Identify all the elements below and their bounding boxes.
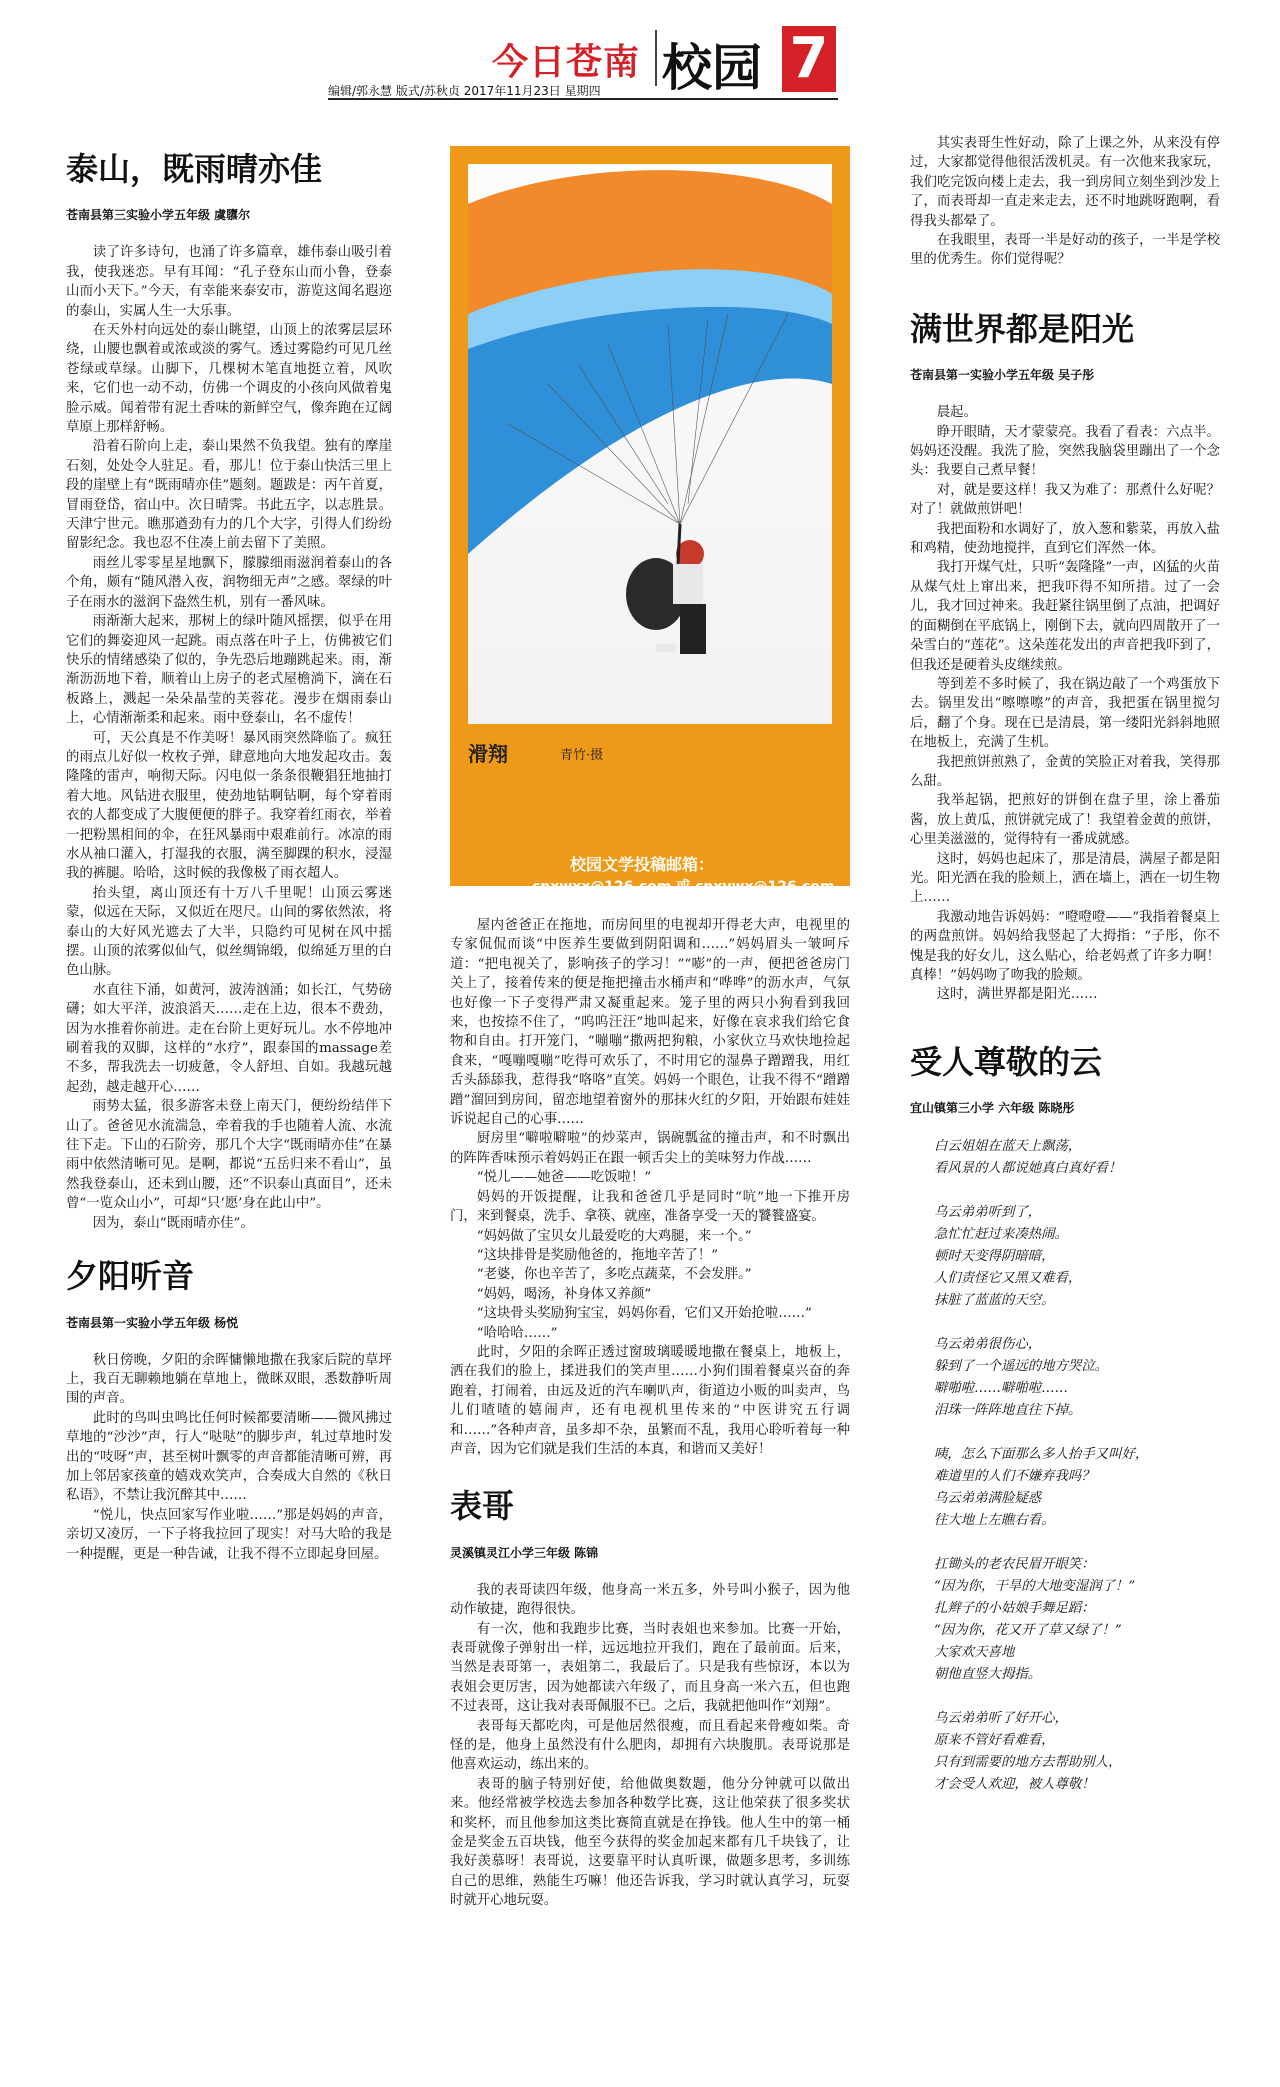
photo-credit: 青竹·摄 — [560, 748, 604, 763]
poem-line: 朝他直竖大拇指。 — [934, 1667, 1042, 1683]
paragraph: 抬头望，离山顶还有十万八千里呢！山顶云雾迷蒙，似远在天际，又似近在咫尺。山间的雾依然浓，将泰山的大好风光遮去了大半，只隐约可见树在风中摇摆。山顶的浓雾似仙气，似丝绸锦缎，似绵延万里的白色山脉。 — [66, 885, 392, 979]
paragraph: 我把煎饼煎熟了，金黄的笑脸正对着我，笑得那么甜。 — [910, 754, 1220, 789]
masthead-rule — [328, 98, 838, 100]
poem-line: 乌云弟弟听了好开心， — [934, 1711, 1068, 1727]
article4-byline: 苍南县第一实验小学五年级 吴子彤 — [910, 368, 1095, 383]
poem-line: 看风景的人都说她真白真好看！ — [934, 1161, 1122, 1177]
paragraph: “老婆，你也辛苦了，多吃点蔬菜，不会发胖。” — [476, 1267, 752, 1283]
paragraph: 水直往下涌，如黄河，波涛汹涌；如长江，气势磅礴；如大平洋，波浪滔天……走在上边，很本不费劲，因为水推着你前进。走在台阶上更好玩儿。水不停地冲刷着我的双脚，这样的“水疗”，跟泰国的massage差不多，帮我洗去一切疲惫，令人舒坦、自如。我越玩越起劲，越走越开心…… — [66, 982, 392, 1095]
paragraph: “悦儿——她爸——吃饭啦！” — [476, 1170, 652, 1186]
article2-title: 夕阳听音 — [66, 1257, 195, 1296]
poem-line: 乌云弟弟很伤心， — [934, 1337, 1042, 1353]
poem-line: “因为你，干旱的大地变湿润了！” — [934, 1579, 1136, 1595]
paragraph: 这时，满世界都是阳光…… — [936, 987, 1098, 1003]
poem-line: 往大地上左瞧右看。 — [934, 1513, 1055, 1529]
paragraph: 厨房里“噼啦噼啦”的炒菜声，锅碗瓢盆的撞击声，和不时飘出的阵阵香味预示着妈妈正在跟一顿舌尖上的美味努力作战…… — [450, 1131, 850, 1166]
paragraph: 屋内爸爸正在拖地，而房间里的电视却开得老大声，电视里的专家侃侃而谈“中医养生要做到阴阳调和……”妈妈眉头一皱呵斥道：“把电视关了，影响孩子的学习！”“嘭”的一声，便把爸爸房门关上了，接着传来的便是拖把撞击水桶声和“哗哗”的沥水声，气氛也好像一下子变得严肃又凝重起来。笼子里的两只小狗看到我回来，也按捺不住了，“呜呜汪汪”地叫起来，好像在哀求我们给它食物和自由。打开笼门，“嘣嘣”撒两把狗粮，小家伙立马欢快地捡起食来，“嘎嘣嘎嘣”吃得可欢乐了，不时用它的湿鼻子蹭蹭我，用红舌头舔舔我，惹得我“咯咯”直笑。妈妈一个眼色，让我不得不“蹭蹭蹭”溜回到房间，留恋地望着窗外的那抹火红的夕阳，开始跟布娃娃诉说起自己的心事…… — [450, 918, 850, 1128]
paragraph: 我举起锅，把煎好的饼倒在盘子里，涂上番茄酱，放上黄瓜，煎饼就完成了！我望着金黄的煎饼，心里美滋滋的，觉得特有一番成就感。 — [910, 793, 1220, 848]
photo-block — [450, 146, 850, 895]
poem-line: 人们责怪它又黑又难看， — [934, 1271, 1082, 1287]
paragraph: 因为，泰山“既雨晴亦佳”。 — [92, 1215, 254, 1231]
poem-line: 乌云弟弟听到了， — [934, 1205, 1042, 1221]
column-right — [910, 134, 1220, 1796]
section-title: 校园 — [662, 39, 762, 97]
paragraph: 沿着石阶向上走，泰山果然不负我望。独有的摩崖石刻，处处令人驻足。看，那儿！位于泰山快活三里上段的崖壁上有“既雨晴亦佳”题刻。题跋是：丙午首夏，冒雨登岱，宿山中。次日晴霁。书此五字，以志胜景。天津宁世元。瞧那遒劲有力的几个大字，引得人们纷纷留影纪念。我也忍不住凑上前去留下了美照。 — [66, 439, 392, 552]
submission-email-title: 校园文学投稿邮箱： — [570, 855, 715, 874]
paragraph: 我把面粉和水调好了，放入葱和紫菜，再放入盐和鸡精，使劲地搅拌，直到它们浑然一体。 — [910, 521, 1220, 557]
paragraph: 等到差不多时候了，我在锅边敲了一个鸡蛋放下去。锅里发出“嚓嚓嚓”的声音，我把蛋在锅里搅匀后，翻了个身。现在已是清晨，第一缕阳光斜斜地照在地板上，充满了生机。 — [910, 676, 1220, 751]
article4-title: 满世界都是阳光 — [910, 309, 1135, 348]
paragraph: 妈妈的开饭提醒，让我和爸爸几乎是同时“吭”地一下推开房门，来到餐桌，洗手、拿筷、就座，准备享受一天的饕餮盛宴。 — [450, 1189, 850, 1225]
article3-title: 表哥 — [450, 1487, 515, 1526]
article2-body-part1 — [66, 1351, 392, 1564]
poem-line: 白云姐姐在蓝天上飘荡， — [934, 1139, 1082, 1155]
article3-body-cont — [910, 134, 1220, 270]
poem-line: 噼啪啦……噼啪啦…… — [934, 1381, 1068, 1397]
paragraph: 雨势太猛，很多游客未登上南天门，便纷纷结伴下山了。爸爸见水流湍急，牵着我的手也随着人流、水流往下走。下山的石阶旁，那几个大字“既雨晴亦佳”在暴雨中依然清晰可见。是啊，都说“五岳归来不看山”，虽然我登泰山，还未到山腰，还“不识泰山真面目”，还未曾“一览众山小”，可却“只‘愿’身在此山中”。 — [66, 1099, 392, 1212]
paragraph: 雨渐渐大起来，那树上的绿叶随风摇摆，似乎在用它们的舞姿迎风一起跳。雨点落在叶子上，仿佛被它们快乐的情绪感染了似的，争先恐后地蹦跳起来。雨，渐渐沥沥地下着，顺着山上房子的老式屋檐淌下，滴在石板路上，溅起一朵朵晶莹的芙蓉花。漫步在烟雨泰山上，心情渐渐柔和起来。雨中登泰山，名不虚传！ — [66, 614, 392, 727]
poem-line: 难道里的人们不嫌弃我吗？ — [934, 1469, 1095, 1485]
poem-line: 咦，怎么下面那么多人抬手又叫好， — [934, 1447, 1149, 1463]
paragraph: 读了许多诗句，也涌了许多篇章，雄伟泰山吸引着我，使我迷恋。早有耳闻：“孔子登东山而小鲁，登泰山而小天下。”今天，有幸能来泰安市，游览这闻名遐迩的泰山，实属人生一大乐事。 — [66, 245, 392, 319]
paragraph: “这块排骨是奖励他爸的，拖地辛苦了！” — [476, 1247, 719, 1263]
article5-title: 受人尊敬的云 — [910, 1042, 1103, 1081]
paragraph: 我激动地告诉妈妈：“噔噔噔——”我指着餐桌上的两盘煎饼。妈妈给我竖起了大拇指：“子彤，你不愧是我的好女儿，这么贴心，给老妈煮了许多力啊！真棒！”妈妈吻了吻我的脸颊。 — [910, 909, 1220, 984]
paragraph: “妈妈做了宝贝女儿最爱吃的大鸡腿，来一个。” — [476, 1228, 752, 1244]
poem-line: 顿时天变得阴暗暗， — [934, 1249, 1055, 1265]
article4-body — [910, 403, 1220, 1005]
paragraph: 表哥的脑子特别好使，给他做奥数题，他分分钟就可以做出来。他经常被学校选去参加各种数学比赛，这让他荣获了很多奖状和奖杯，而且他参加这类比赛简直就是在挣钱。他人生中的第一桶金是奖金五百块钱，他至今获得的奖金加起来都有几千块钱了，让我好羡慕呀！表哥说，这要靠平时认真听课，做题多思考，多训练自己的思维，熟能生巧嘛！他还告诉我，学习时就认真学习，玩耍时就开心地玩耍。 — [450, 1776, 850, 1909]
paragraph: “这块骨头奖励狗宝宝，妈妈你看，它们又开始抢啦……” — [476, 1306, 812, 1322]
paragraph: 秋日傍晚，夕阳的余晖慵懒地撒在我家后院的草坪上，我百无聊赖地躺在草地上，微眯双眼，悉数静听周围的声音。 — [66, 1352, 392, 1407]
paragraph: 此时的鸟叫虫鸣比任何时候都要清晰——微风拂过草地的“沙沙”声，行人“哒哒”的脚步声，轧过草地时发出的“吱呀”声，甚至树叶飘零的声音都能清晰可辨，再加上邻居家孩童的嬉戏欢笑声，合奏成大自然的《秋日私语》，不禁让我沉醉其中…… — [66, 1410, 392, 1504]
paragraph: 在我眼里，表哥一半是好动的孩子，一半是学校里的优秀生。你们觉得呢？ — [910, 233, 1220, 268]
submission-email: cnxwxx@126.com 或 cnxywx@126.com — [532, 879, 835, 895]
paragraph: “妈妈，喝汤，补身体又养颜” — [476, 1286, 652, 1302]
column-middle — [450, 916, 850, 1911]
column-left — [66, 150, 392, 1564]
page-number: 7 — [782, 26, 836, 92]
paragraph: 可，天公真是不作美呀！暴风雨突然降临了。疯狂的雨点儿好似一枚枚子弹，肆意地向大地发起攻击。轰隆隆的雷声，响彻天际。闪电似一条条很鞭猖狂地抽打着大地。风钻进衣服里，使劲地钻啊钻啊，每个穿着雨衣的人都变成了大腹便便的胖子。我穿着红雨衣，举着一把粉黑相间的伞，在狂风暴雨中艰难前行。冰凉的雨水从袖口灌入，打湿我的衣服，满至脚踝的积水，浸湿我的裤腿。哈哈，这时候的我像极了雨衣超人。 — [66, 730, 392, 882]
poem-line: 扎辫子的小姑娘手舞足蹈： — [934, 1601, 1095, 1617]
poem-line: “因为你，花又开了草又绿了！” — [934, 1623, 1122, 1639]
paragraph: 其实表哥生性好动，除了上课之外，从来没有停过，大家都觉得他很活泼机灵。有一次他来我家玩，我们吃完饭向楼上走去，我一到房间立刻坐到沙发上了，而表哥却一直走来走去，还不时地跳呀跑啊，看得我头都晕了。 — [910, 136, 1220, 229]
poem-line: 才会受人欢迎，被人尊敬！ — [934, 1777, 1095, 1793]
poem-line: 乌云弟弟满脸疑惑 — [934, 1491, 1042, 1507]
poem-line: 扛锄头的老农民眉开眼笑： — [934, 1557, 1095, 1573]
masthead-meta: 编辑/郭永慧 版式/苏秋贞 2017年11月23日 星期四 — [328, 84, 601, 98]
paragraph: “哈哈哈……” — [476, 1325, 558, 1341]
article5-poem — [910, 1136, 1220, 1796]
paragraph: 晨起。 — [936, 405, 977, 421]
paragraph: 雨丝儿零零星星地飘下，朦朦细雨滋润着泰山的各个角，颇有“随风潜入夜，润物细无声”之感。翠绿的叶子在雨水的滋润下盎然生机，别有一番风味。 — [66, 555, 392, 610]
paragraph: “悦儿，快点回家写作业啦……”那是妈妈的声音，亲切又凌厉，一下子将我拉回了现实！对马大哈的我是一种提醒，更是一种告诫，让我不得不立即起身回屋。 — [66, 1507, 392, 1562]
masthead — [0, 0, 1280, 100]
masthead-divider — [655, 30, 657, 86]
article5-byline: 宜山镇第三小学 六年级 陈晓彤 — [910, 1101, 1075, 1116]
poem-line: 躲到了一个遥远的地方哭泣。 — [934, 1359, 1109, 1375]
paragraph: 表哥每天都吃肉，可是他居然很瘦，而且看起来骨瘦如柴。奇怪的是，他身上虽然没有什么肥肉，却拥有六块腹肌。表哥说那是他喜欢运动，练出来的。 — [450, 1718, 850, 1773]
article3-byline: 灵溪镇灵江小学三年级 陈锦 — [450, 1545, 599, 1560]
poem-line: 大家欢天喜地 — [934, 1645, 1015, 1661]
paragraph: 有一次，他和我跑步比赛，当时表姐也来参加。比赛一开始，表哥就像子弹射出一样，远远地拉开我们，跑在了最前面。后来，当然是表哥第一，表姐第二，我最后了。只是我有些惊讶，本以为表姐会更厉害，因为她都读六年级了，而且身高一米六五，但也跑不过表哥，这让我对表哥佩服不已。之后，我就把他叫作“刘翔”。 — [450, 1621, 850, 1715]
newspaper-logo: 今日苍南 — [492, 42, 641, 83]
poem-line: 原来不管好看难看， — [934, 1733, 1055, 1749]
paragraph: 对，就是要这样！我又为难了：那煮什么好呢？对了！就做煎饼吧！ — [910, 482, 1220, 518]
article2-body-part2 — [450, 916, 850, 1459]
article1-byline: 苍南县第三实验小学五年级 虞隳尔 — [66, 208, 251, 223]
poem-line: 急忙忙赶过来凑热闹。 — [934, 1227, 1068, 1243]
paraglider-illustration — [468, 164, 832, 724]
paragraph: 我打开煤气灶，只听“轰隆隆”一声，凶猛的火苗从煤气灶上窜出来，把我吓得不知所措。过了一会儿，我才回过神来。我赶紧往锅里倒了点油，把调好的面糊倒在平底锅上，刚倒下去，就向四周散开了一朵雪白的“莲花”。这朵莲花发出的声音把我吓到了，但我还是硬着头皮继续煎。 — [910, 560, 1220, 673]
paragraph: 在天外村向远处的泰山眺望，山顶上的浓雾层层环绕，山腰也飘着或浓或淡的雾气。透过雾隐约可见几丝苍绿或草绿。山脚下，几棵树木笔直地挺立着，风吹来，它们也一动不动，仿佛一个调皮的小孩向风做着鬼脸示威。闻着带有泥土香味的新鲜空气，像奔跑在辽阔草原上那样舒畅。 — [66, 323, 392, 436]
paragraph: 这时，妈妈也起床了，那是清晨，满屋子都是阳光。阳光洒在我的脸颊上，洒在墙上，洒在一切生物上…… — [910, 851, 1220, 906]
article2-byline: 苍南县第一实验小学五年级 杨悦 — [66, 1315, 239, 1330]
poem-line: 泪珠一阵阵地直往下掉。 — [934, 1403, 1082, 1419]
article3-body — [450, 1581, 850, 1911]
paraglider-photo — [468, 164, 832, 724]
poem-line: 只有到需要的地方去帮助别人， — [934, 1755, 1122, 1771]
article1-title: 泰山，既雨晴亦佳 — [66, 150, 323, 188]
paragraph: 睁开眼睛，天才蒙蒙亮。我看了看表：六点半。妈妈还没醒。我洗了脸，突然我脑袋里蹦出了一个念头：我要自己煮早餐！ — [910, 424, 1220, 479]
paragraph: 此时，夕阳的余晖正透过窗玻璃暖暖地撒在餐桌上，地板上，洒在我们的脸上，揉进我们的笑声里……小狗们围着餐桌兴奋的奔跑着，打闹着，由远及近的汽车喇叭声，街道边小贩的叫卖声，鸟儿们喳喳的嬉闹声，还有电视机里传来的“中医讲究五行调和……”各种声音，虽多却不杂，虽繁而不乱，我用心聆听着每一种声音，因为它们就是我们生活的本真，和谐而又美好！ — [450, 1344, 850, 1457]
photo-caption: 滑翔 — [468, 742, 508, 766]
article1-body — [66, 243, 392, 1233]
paragraph: 我的表哥读四年级，他身高一米五多，外号叫小猴子，因为他动作敏捷，跑得很快。 — [450, 1582, 850, 1618]
poem-line: 抹脏了蓝蓝的天空。 — [934, 1293, 1055, 1309]
